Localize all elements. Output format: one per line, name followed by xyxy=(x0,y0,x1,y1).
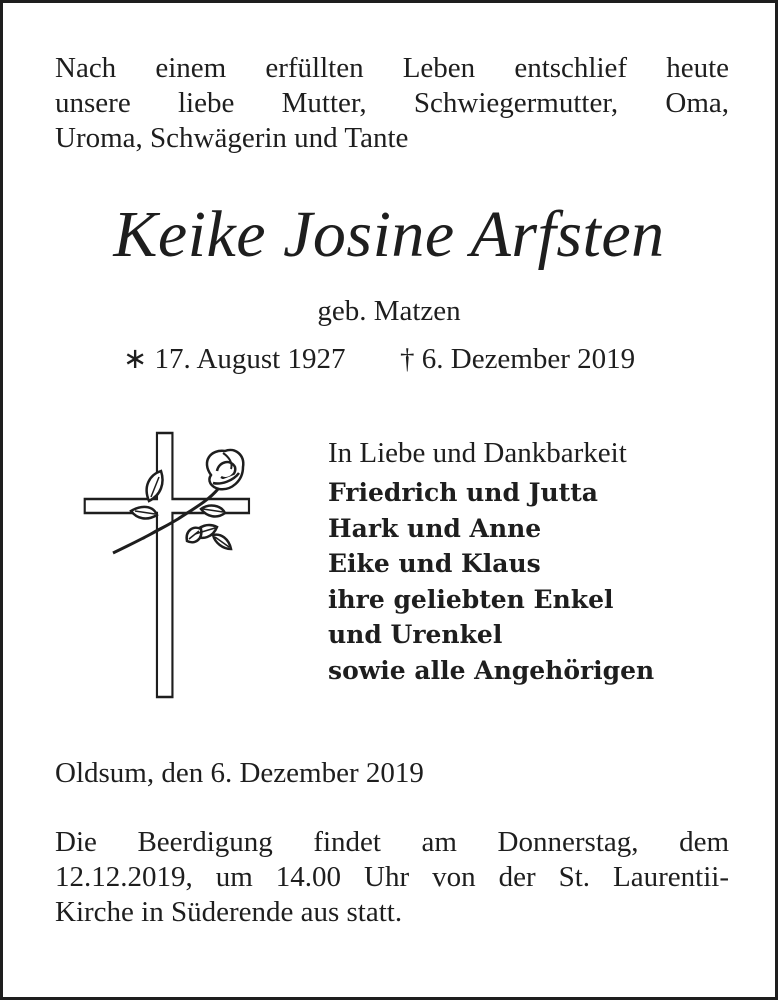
mourner-line: Hark und Anne xyxy=(328,513,542,543)
mourner-line: und Urenkel xyxy=(328,620,503,649)
place-date: Oldsum, den 6. Dezember 2019 xyxy=(55,757,424,789)
funeral-info xyxy=(55,825,729,930)
mourner-line: sowie alle Angehörigen xyxy=(328,655,655,685)
mourners-lead: In Liebe und Dankbarkeit xyxy=(328,437,627,469)
intro-line: unsere liebe Mutter, Schwiegermutter, Oma, xyxy=(55,87,729,119)
death-date: † 6. Dezember 2019 xyxy=(400,343,636,375)
birth-name: geb. Matzen xyxy=(317,295,461,327)
intro-line: Nach einem erfüllten Leben entschlief heute xyxy=(55,52,729,84)
intro-line: Uroma, Schwägerin und Tante xyxy=(55,122,409,154)
intro-text xyxy=(55,51,729,156)
mourner-line: Eike und Klaus xyxy=(328,549,541,578)
funeral-line: Die Beerdigung findet am Donnerstag, dem xyxy=(55,826,729,858)
mourner-line: ihre geliebten Enkel xyxy=(328,584,614,614)
mourner-line: Friedrich und Jutta xyxy=(328,478,598,507)
mourners-block xyxy=(328,435,748,688)
funeral-line: 12.12.2019, um 14.00 Uhr von der St. Laurentii- xyxy=(55,861,729,893)
funeral-line: Kirche in Süderende aus statt. xyxy=(55,896,403,928)
cross-with-rose-icon xyxy=(83,431,253,701)
deceased-name: Keike Josine Arfsten xyxy=(113,198,665,271)
birth-date: ∗ 17. August 1927 xyxy=(123,343,346,375)
